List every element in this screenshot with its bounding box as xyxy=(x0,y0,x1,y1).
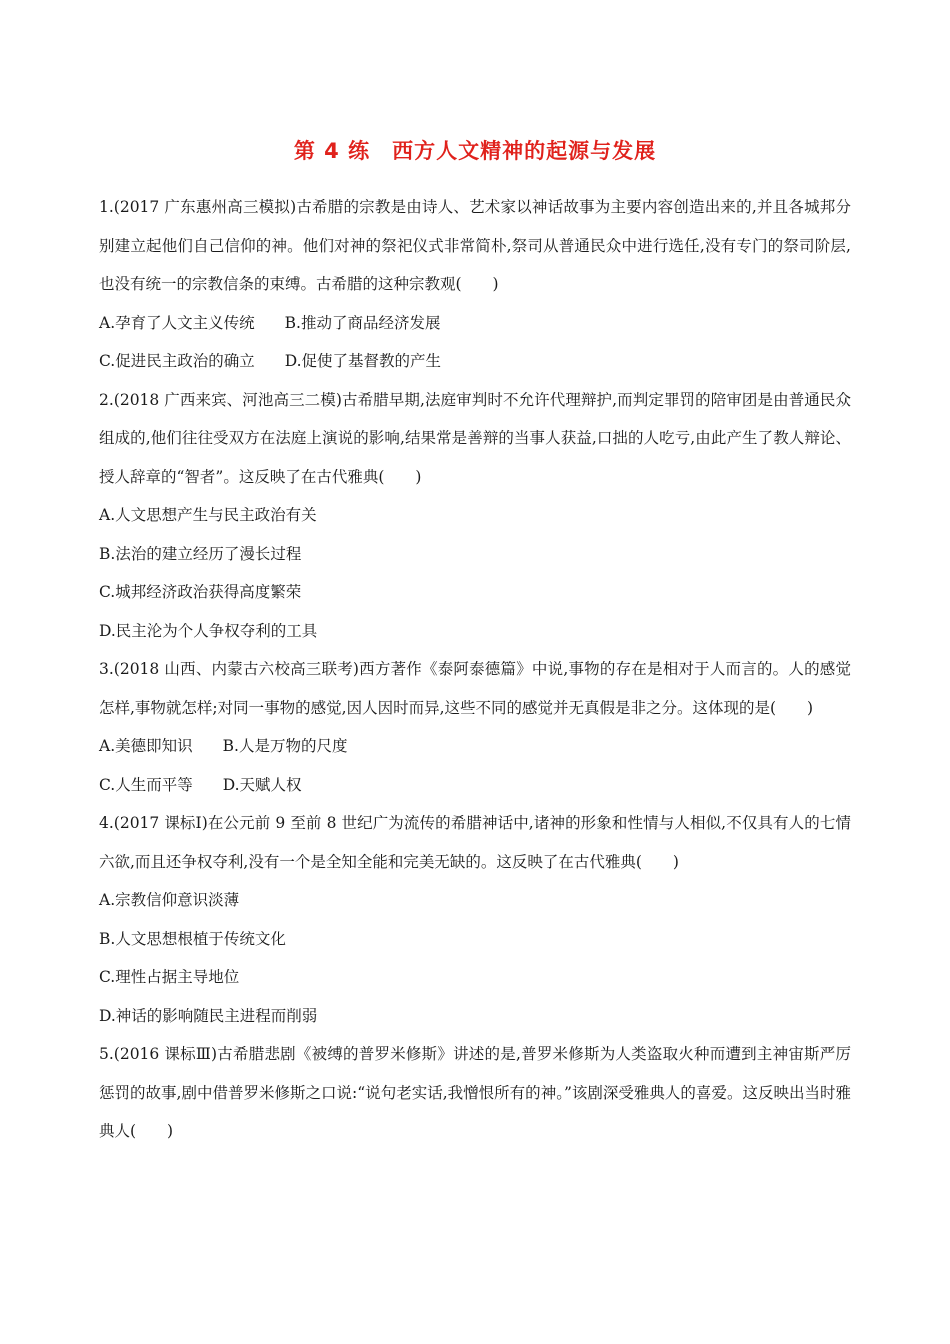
option-row xyxy=(99,766,851,805)
option-c: C.促进民主政治的确立 xyxy=(99,352,255,370)
option-b: B.推动了商品经济发展 xyxy=(284,313,441,332)
option-d: D.神话的影响随民主进程而削弱 xyxy=(99,1006,318,1025)
question-3 xyxy=(99,650,851,804)
option-row xyxy=(99,304,851,343)
option-d: D.民主沦为个人争权夺利的工具 xyxy=(99,621,318,640)
page-title: 第 4 练 西方人文精神的起源与发展 xyxy=(293,139,657,163)
option-d: D.天赋人权 xyxy=(222,775,302,794)
option-c: C.人生而平等 xyxy=(99,775,193,794)
question-5 xyxy=(99,1035,851,1151)
option-row xyxy=(99,342,851,381)
question-stem: 3.(2018 山西、内蒙古六校高三联考)西方著作《泰阿泰德篇》中说,事物的存在是相对于人而言的。人的感觉怎样,事物就怎样;对同一事物的感觉,因人因时而异,这些不同的感觉并无真假是非之分。这体现的是( ) xyxy=(99,660,851,717)
option-a: A.孕育了人文主义传统 xyxy=(99,313,255,332)
option-row xyxy=(99,727,851,766)
option-c: C.理性占据主导地位 xyxy=(99,968,240,986)
option-b: B.人是万物的尺度 xyxy=(222,737,348,755)
question-stem: 2.(2018 广西来宾、河池高三二模)古希腊早期,法庭审判时不允许代理辩护,而判定罪罚的陪审团是由普通民众组成的,他们往往受双方在法庭上演说的影响,结果常是善辩的当事人获益,口拙的人吃亏,由此产生了教人辩论、授人辞章的“智者”。这反映了在古代雅典( ) xyxy=(99,390,851,486)
option-a: A.宗教信仰意识淡薄 xyxy=(99,891,240,909)
question-stem: 5.(2016 课标Ⅲ)古希腊悲剧《被缚的普罗米修斯》讲述的是,普罗米修斯为人类盗取火种而遭到主神宙斯严厉惩罚的故事,剧中借普罗米修斯之口说:“说句老实话,我憎恨所有的神。”该剧深受雅典人的喜爱。这反映出当时雅典人( ) xyxy=(99,1045,851,1140)
question-4 xyxy=(99,804,851,1035)
question-1 xyxy=(99,188,851,381)
question-2 xyxy=(99,381,851,651)
question-stem: 1.(2017 广东惠州高三模拟)古希腊的宗教是由诗人、艺术家以神话故事为主要内容创造出来的,并且各城邦分别建立起他们自己信仰的神。他们对神的祭祀仪式非常简朴,祭司从普通民众中进行选任,没有专门的祭司阶层,也没有统一的宗教信条的束缚。古希腊的这种宗教观( ) xyxy=(99,198,851,293)
option-b: B.法治的建立经历了漫长过程 xyxy=(99,544,302,563)
question-stem: 4.(2017 课标Ⅰ)在公元前 9 至前 8 世纪广为流传的希腊神话中,诸神的形象和性情与人相似,不仅具有人的七情六欲,而且还争权夺利,没有一个是全知全能和完美无缺的。这反映了在古代雅典( ) xyxy=(99,814,851,871)
option-d: D.促使了基督教的产生 xyxy=(284,352,442,370)
option-a: A.人文思想产生与民主政治有关 xyxy=(99,506,317,524)
option-c: C.城邦经济政治获得高度繁荣 xyxy=(99,583,302,601)
option-b: B.人文思想根植于传统文化 xyxy=(99,929,286,948)
question-list xyxy=(99,188,851,1151)
option-a: A.美德即知识 xyxy=(99,737,193,755)
